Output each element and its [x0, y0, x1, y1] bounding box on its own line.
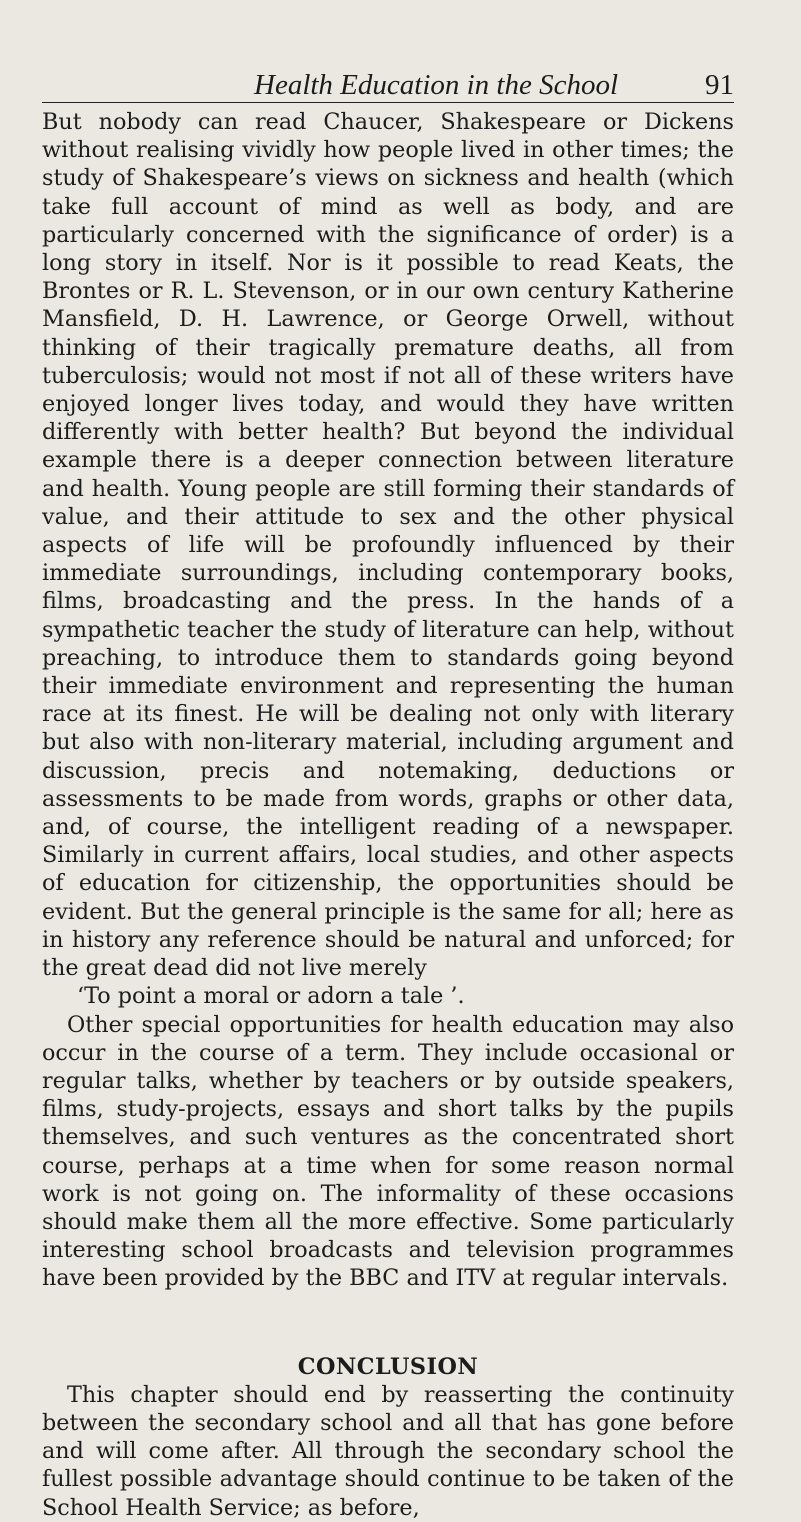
- block-quotation: ‘To point a moral or adorn a tale ’.: [77, 983, 465, 1010]
- paragraph-special-opportunities: Other special opportunities for health education may also occur in the course of a term. They include occasional or regular talks, whether by teachers or by outside speakers, films, study-projects, essays and short talks by the pupils themselves, and such ventures as the concentrated short course, perhaps at a time when for some reason normal work is not going on. The informality of these occasions should make them all the more effective. Some particularly interesting school broadcasts and television programmes have been provided by the BBC and ITV at regular intervals.: [42, 1011, 734, 1292]
- running-title: Health Education in the School: [254, 69, 619, 101]
- page-number: 91: [705, 69, 734, 101]
- running-header: [42, 70, 734, 103]
- paragraph-literature-and-health: But nobody can read Chaucer, Shakespeare or Dickens without realising vividly how people lived in other times; the study of Shakespeare’s views on sickness and health (which take full account of mind as well as body, and are particularly concerned with the significance of order) is a long story in itself. Nor is it possible to read Keats, the Brontes or R. L. Stevenson, or in our own century Katherine Mansfield, D. H. Lawrence, or George Orwell, without thinking of their tragically premature deaths, all from tuberculosis; would not most if not all of these writers have enjoyed longer lives today, and would they have written differently with better health? But beyond the individual example there is a deeper connection between literature and health. Young people are still forming their standards of value, and their attitude to sex and the other physical aspects of life will be profoundly influenced by their immediate surroundings, including contemporary books, films, broadcasting and the press. In the hands of a sympathetic teacher the study of literature can help, without preaching, to introduce them to standards going beyond their immediate environment and representing the human race at its finest. He will be dealing not only with literary but also with non-literary material, including argument and discussion, precis and notemaking, deductions or assessments to be made from words, graphs or other data, and, of course, the intelligent reading of a newspaper. Similarly in current affairs, local studies, and other aspects of education for citizenship, the opportunities should be evident. But the general principle is the same for all; here as in history any reference should be natural and unforced; for the great dead did not live merely: [42, 109, 734, 982]
- section-heading-conclusion: CONCLUSION: [297, 1353, 479, 1380]
- body-text: [42, 108, 734, 1522]
- paragraph-conclusion: This chapter should end by reasserting the continuity between the secondary school and all that has gone before and will come after. All through the secondary school the fullest possible advantage should continue to be taken of the School Health Service; as before,: [42, 1381, 734, 1521]
